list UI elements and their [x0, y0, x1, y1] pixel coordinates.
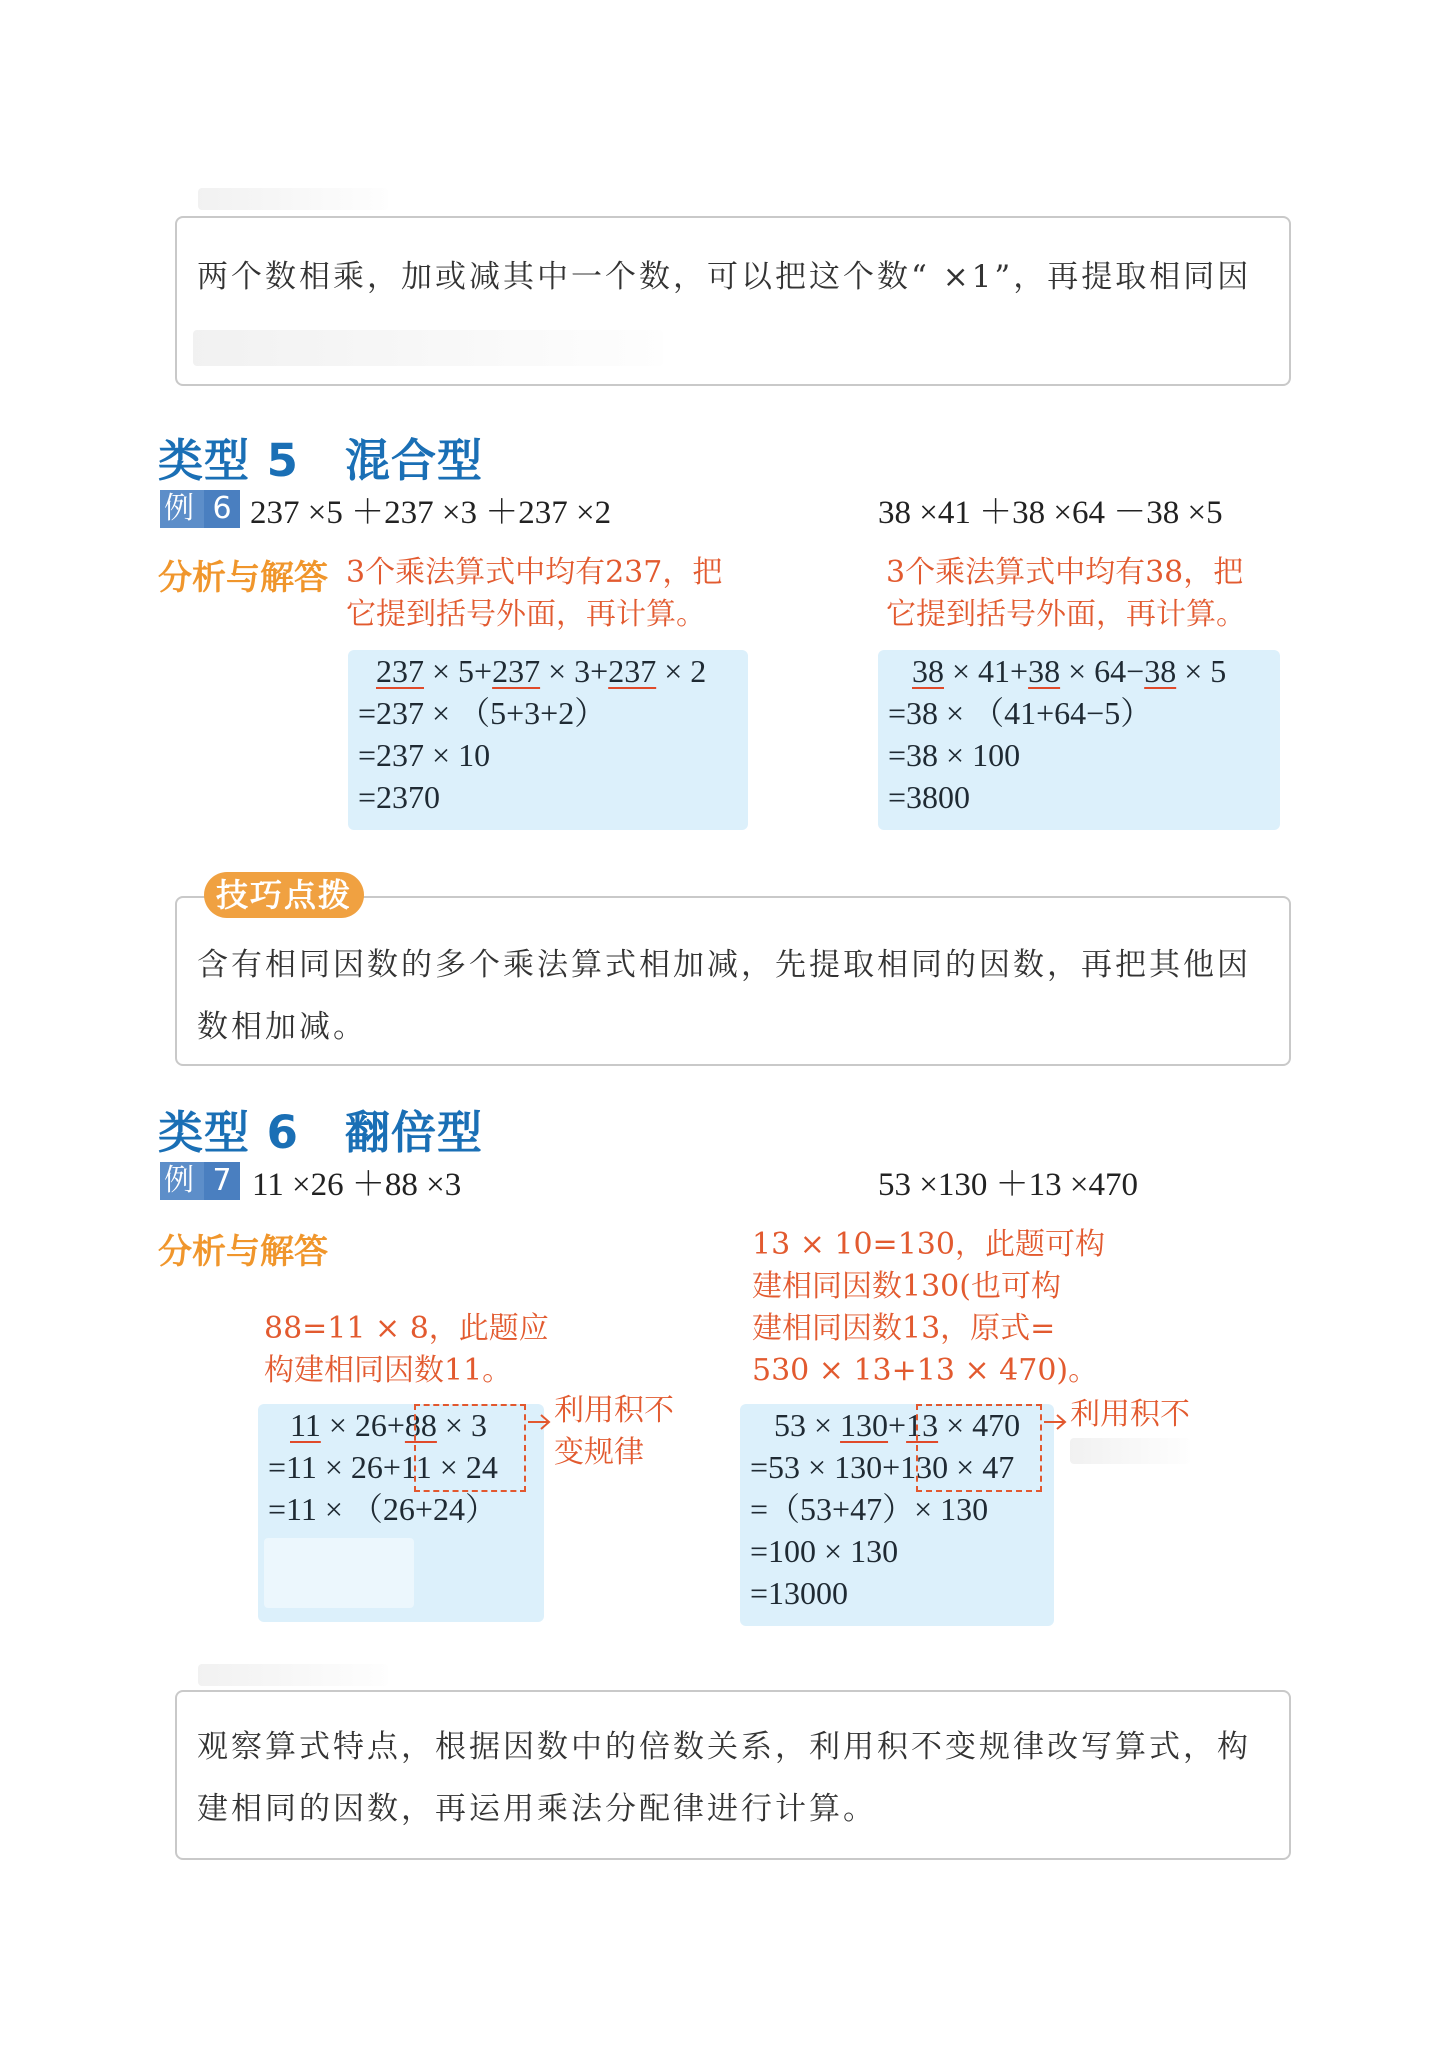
- note-right-line1: 3个乘法算式中均有38，把: [886, 555, 1244, 590]
- type5-title: 类型 5 混合型: [158, 434, 483, 487]
- note-right-line2: 建相同因数130(也可构: [752, 1269, 1061, 1304]
- rewritten-term: 130 × 47: [900, 1449, 1015, 1485]
- calc-line: =237 × （5+3+2）: [358, 695, 607, 731]
- arrow-note-left-line1: 利用积不: [554, 1393, 674, 1428]
- note-left-line2: 它提到括号外面，再计算。: [346, 597, 706, 632]
- blurred-header-tab: [198, 1664, 388, 1686]
- calc-segment: × 470: [938, 1407, 1021, 1443]
- calc-segment: × 26+: [320, 1407, 405, 1443]
- calc-segment: × 2: [656, 653, 707, 689]
- blurred-text-line: [193, 330, 663, 366]
- calc-segment: 53 ×: [774, 1407, 841, 1443]
- arrow-right-icon: [1042, 1410, 1070, 1434]
- example7-expression-right: 53 ×130 ＋13 ×470: [878, 1167, 1138, 1203]
- type6-title: 类型 6 翻倍型: [158, 1106, 483, 1159]
- common-factor: 38: [1028, 653, 1061, 689]
- skill-text-line2: 数相加减。: [197, 1009, 367, 1045]
- calc-line: =11 × （26+24）: [268, 1491, 497, 1527]
- note-right-line4: 530 × 13+13 × 470)。: [752, 1353, 1099, 1388]
- example6-badge: [160, 490, 240, 528]
- calc-line: =3800: [888, 779, 971, 815]
- calc-segment: × 64−: [1060, 653, 1145, 689]
- tip-box-rewrite-factors: [175, 1690, 1291, 1860]
- note-right-line1: 13 × 10=130，此题可构: [752, 1227, 1105, 1262]
- calc-segment: × 41+: [944, 653, 1029, 689]
- example-label: 例: [164, 1163, 194, 1198]
- tip-box-multiply-by-one: [175, 216, 1291, 386]
- common-factor: 237: [376, 653, 424, 689]
- blurred-arrow-note: [1070, 1438, 1190, 1464]
- example-label: 例: [164, 491, 194, 526]
- analysis-label: 分析与解答: [158, 558, 328, 598]
- skill-badge: 技巧点拨: [204, 872, 364, 918]
- tip3-text-line1: 观察算式特点，根据因数中的倍数关系，利用积不变规律改写算式，构: [197, 1729, 1251, 1765]
- calc-line: =（53+47）× 130: [750, 1491, 989, 1527]
- calc-line: =2370: [358, 779, 441, 815]
- common-factor: 38: [912, 653, 944, 689]
- example6-expression-left: 237 ×5 ＋237 ×3 ＋237 ×2: [250, 495, 612, 531]
- calc-line: =38 × （41+64−5）: [888, 695, 1153, 731]
- calc-line: [376, 650, 706, 692]
- calc-segment: +: [888, 1407, 907, 1443]
- note-right-line2: 它提到括号外面，再计算。: [886, 597, 1246, 632]
- arrow-note-left-line2: 变规律: [554, 1435, 644, 1470]
- example-number: 6: [204, 490, 240, 528]
- arrow-right-icon: [526, 1410, 554, 1434]
- example7-badge: [160, 1162, 240, 1200]
- calc-line: =13000: [750, 1575, 849, 1611]
- common-factor: 11: [290, 1407, 321, 1443]
- calc-segment: × 3+: [540, 653, 609, 689]
- calc-segment: =53 × 130+: [750, 1449, 901, 1485]
- common-factor: 38: [1144, 653, 1177, 689]
- blurred-header-tab: [198, 188, 388, 210]
- blurred-calc-line: [264, 1538, 414, 1608]
- note-left-line2: 构建相同因数11。: [264, 1353, 513, 1388]
- calc-line: =38 × 100: [888, 737, 1021, 773]
- tip3-text-line2: 建相同的因数，再运用乘法分配律进行计算。: [197, 1791, 877, 1827]
- calc-line: =100 × 130: [750, 1533, 899, 1569]
- skill-tip-box: [175, 896, 1291, 1066]
- note-right-line3: 建相同因数13，原式=: [752, 1311, 1056, 1346]
- calc-segment: × 3: [436, 1407, 487, 1443]
- common-factor: 237: [608, 653, 657, 689]
- skill-text-line1: 含有相同因数的多个乘法算式相加减，先提取相同的因数，再把其他因: [197, 947, 1251, 983]
- example-number: 7: [204, 1162, 240, 1200]
- note-left-line1: 88=11 × 8，此题应: [264, 1311, 549, 1346]
- common-factor: 88: [404, 1407, 437, 1443]
- calc-box-right: [878, 650, 1280, 830]
- tip-text: 两个数相乘，加或减其中一个数，可以把这个数“ ×1”，再提取相同因: [197, 259, 1252, 295]
- analysis-label: 分析与解答: [158, 1232, 328, 1272]
- rewritten-term: 11 × 24: [400, 1449, 498, 1485]
- calc-segment: × 5+: [424, 653, 493, 689]
- calc-box-left: [348, 650, 748, 830]
- example7-expression-left: 11 ×26 ＋88 ×3: [252, 1167, 462, 1203]
- dashed-highlight-right: [916, 1404, 1042, 1492]
- calc-segment: =11 × 26+: [268, 1449, 401, 1485]
- example6-expression-right: 38 ×41 ＋38 ×64 －38 ×5: [878, 495, 1223, 531]
- dashed-highlight-left: [414, 1404, 526, 1492]
- calc-line: [912, 650, 1226, 692]
- common-factor: 237: [492, 653, 541, 689]
- calc-segment: × 5: [1176, 653, 1227, 689]
- common-factor: 13: [906, 1407, 939, 1443]
- calc-line: =237 × 10: [358, 737, 491, 773]
- arrow-note-right-line1: 利用积不: [1070, 1397, 1190, 1432]
- note-left-line1: 3个乘法算式中均有237，把: [346, 555, 723, 590]
- common-factor: 130: [840, 1407, 889, 1443]
